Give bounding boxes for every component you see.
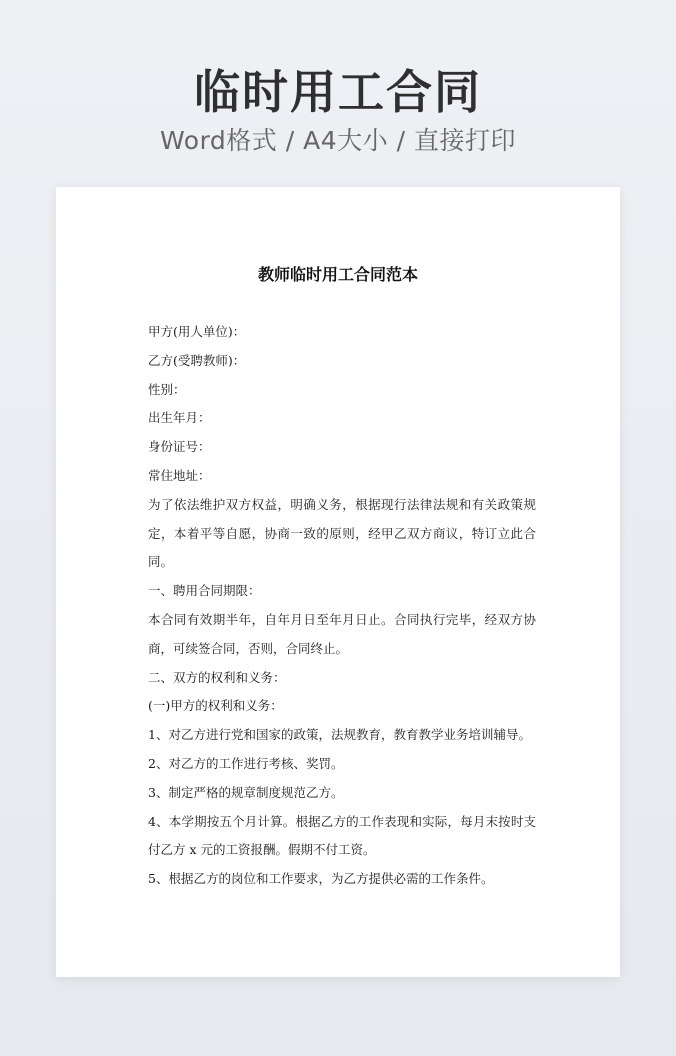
term-paragraph: 本合同有效期半年，自年月日至年月日止。合同执行完毕，经双方协商，可续签合同，否则，合同终止。	[148, 611, 536, 656]
banner-subtitle: Word格式 / A4大小 / 直接打印	[160, 126, 516, 155]
clause-5: 5、根据乙方的岗位和工作要求，为乙方提供必需的工作条件。	[148, 871, 494, 887]
section-term-heading: 一、聘用合同期限：	[148, 583, 261, 599]
clause-3: 3、制定严格的规章制度规范乙方。	[148, 784, 344, 800]
document-body	[148, 318, 536, 894]
document-page	[56, 187, 620, 977]
clause-4: 4、本学期按五个月计算。根据乙方的工作表现和实际，每月末按时支付乙方 x 元的工资报酬。假期不付工资。	[148, 813, 536, 858]
section-rights-heading: 二、双方的权利和义务：	[148, 669, 286, 685]
address-line: 常住地址：	[148, 467, 211, 483]
clause-1: 1、对乙方进行党和国家的政策，法规教育，教育教学业务培训辅导。	[148, 727, 531, 743]
party-a-line: 甲方(用人单位)：	[148, 324, 246, 339]
party-b-line: 乙方(受聘教师)：	[148, 352, 246, 368]
id-number-line: 身份证号：	[148, 439, 211, 455]
document-title: 教师临时用工合同范本	[257, 265, 418, 284]
gender-line: 性别：	[148, 381, 186, 397]
page-header	[0, 62, 676, 158]
clause-2: 2、对乙方的工作进行考核、奖罚。	[148, 755, 344, 771]
banner-title: 临时用工合同	[194, 65, 482, 119]
preamble-paragraph: 为了依法维护双方权益，明确义务，根据现行法律法规和有关政策规定，本着平等自愿，协商一致的原则，经甲乙双方商议，特订立此合同。	[148, 496, 536, 570]
birth-date-line: 出生年月：	[148, 410, 211, 426]
party-a-rights-heading: (一)甲方的权利和义务：	[148, 698, 283, 714]
